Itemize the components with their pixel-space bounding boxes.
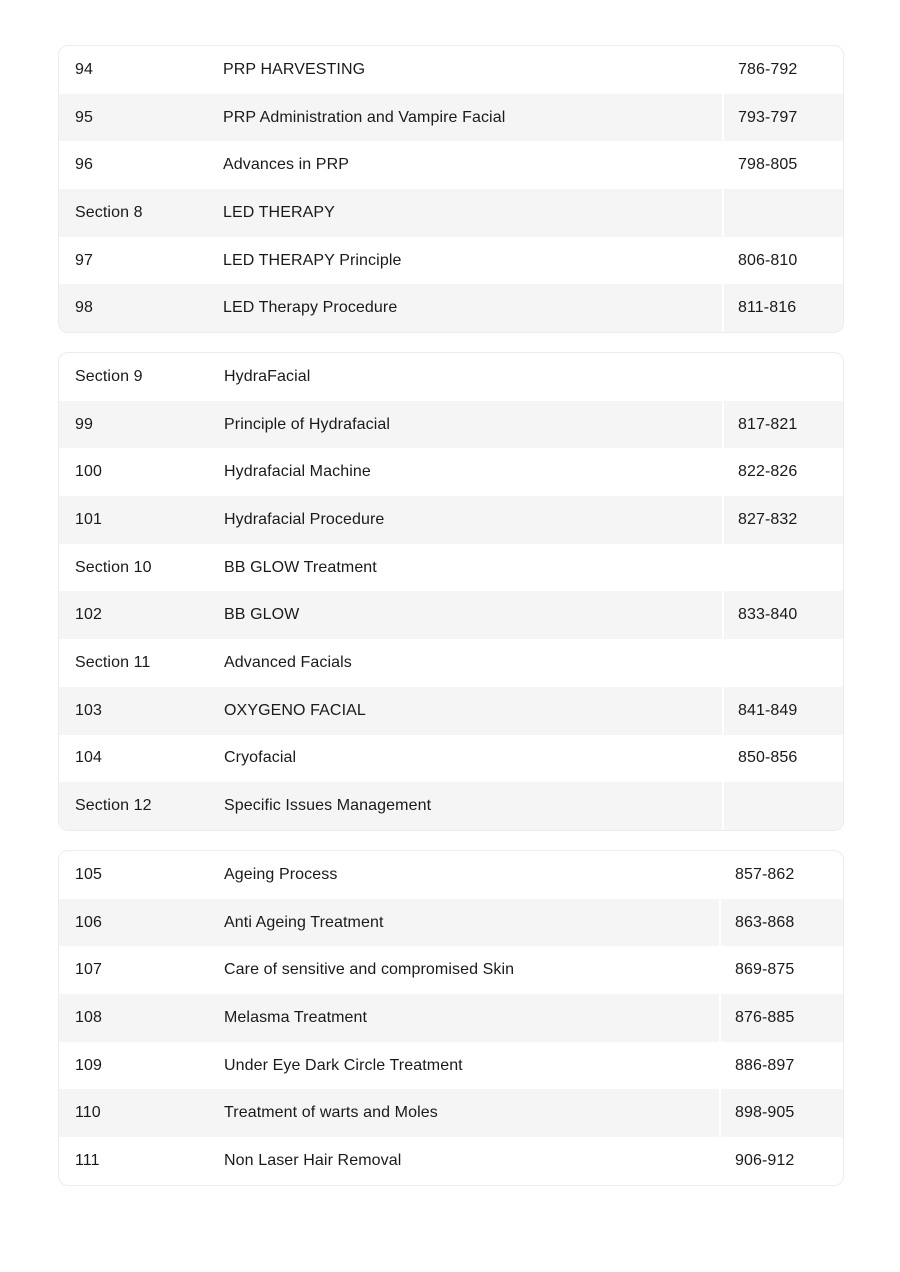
row-title: Care of sensitive and compromised Skin	[206, 946, 721, 994]
row-number: 95	[75, 108, 93, 126]
table-row	[59, 1137, 843, 1185]
row-number: 108	[75, 1008, 102, 1026]
table-row	[59, 237, 843, 285]
row-pages: 798-805	[738, 156, 798, 174]
row-pages	[724, 782, 738, 830]
row-title: LED Therapy Procedure	[206, 284, 724, 332]
section-row	[59, 353, 843, 401]
row-number: 102	[75, 606, 102, 624]
row-number: 99	[75, 415, 93, 433]
row-number: 103	[75, 701, 102, 719]
row-title: Treatment of warts and Moles	[206, 1089, 721, 1137]
row-pages	[724, 353, 738, 401]
row-pages	[724, 639, 738, 687]
row-pages	[724, 544, 738, 592]
row-pages: 863-868	[735, 913, 795, 931]
row-title: LED THERAPY Principle	[206, 237, 724, 285]
row-number: 97	[75, 251, 93, 269]
table-row	[59, 141, 843, 189]
table-row	[59, 1042, 843, 1090]
row-number: 100	[75, 463, 102, 481]
row-title: Principle of Hydrafacial	[206, 401, 724, 449]
section-title: BB GLOW Treatment	[206, 544, 724, 592]
table-row	[59, 735, 843, 783]
row-number: 101	[75, 510, 102, 528]
table-row	[59, 946, 843, 994]
table-row	[59, 94, 843, 142]
row-title: Non Laser Hair Removal	[206, 1137, 721, 1185]
contents-table-3	[58, 850, 844, 1186]
section-title: HydraFacial	[206, 353, 724, 401]
table-row	[59, 284, 843, 332]
row-title: OXYGENO FACIAL	[206, 687, 724, 735]
row-pages: 817-821	[738, 415, 798, 433]
section-number: Section 10	[75, 558, 152, 576]
row-title: Hydrafacial Machine	[206, 448, 724, 496]
row-pages: 869-875	[735, 961, 795, 979]
row-number: 106	[75, 913, 102, 931]
section-title: LED THERAPY	[206, 189, 724, 237]
table-row	[59, 496, 843, 544]
row-pages: 857-862	[735, 865, 795, 883]
row-number: 111	[75, 1151, 100, 1169]
contents-table-2	[58, 352, 844, 831]
row-number: 105	[75, 865, 102, 883]
row-title: BB GLOW	[206, 591, 724, 639]
row-number: 104	[75, 749, 102, 767]
row-number: 109	[75, 1056, 102, 1074]
row-number: 98	[75, 299, 93, 317]
table-row	[59, 448, 843, 496]
row-title: Anti Ageing Treatment	[206, 899, 721, 947]
table-row	[59, 401, 843, 449]
row-pages: 833-840	[738, 606, 798, 624]
section-row	[59, 189, 843, 237]
row-pages: 876-885	[735, 1008, 795, 1026]
row-pages: 793-797	[738, 108, 798, 126]
row-title: Advances in PRP	[206, 141, 724, 189]
contents-table-1	[58, 45, 844, 333]
row-pages: 886-897	[735, 1056, 795, 1074]
row-number: 96	[75, 156, 93, 174]
row-pages: 850-856	[738, 749, 798, 767]
row-pages: 806-810	[738, 251, 798, 269]
row-pages	[724, 189, 738, 237]
section-number: Section 12	[75, 797, 152, 815]
table-row	[59, 851, 843, 899]
row-number: 94	[75, 60, 93, 78]
row-title: Hydrafacial Procedure	[206, 496, 724, 544]
section-row	[59, 639, 843, 687]
row-pages: 811-816	[738, 299, 797, 317]
row-number: 110	[75, 1104, 101, 1122]
row-pages: 898-905	[735, 1104, 795, 1122]
row-pages: 786-792	[738, 60, 798, 78]
table-row	[59, 591, 843, 639]
row-title: PRP HARVESTING	[206, 46, 724, 94]
table-row	[59, 899, 843, 947]
row-pages: 906-912	[735, 1151, 795, 1169]
table-row	[59, 994, 843, 1042]
row-number: 107	[75, 961, 102, 979]
row-title: Under Eye Dark Circle Treatment	[206, 1042, 721, 1090]
section-title: Specific Issues Management	[206, 782, 724, 830]
row-pages: 827-832	[738, 510, 798, 528]
row-title: Melasma Treatment	[206, 994, 721, 1042]
table-row	[59, 46, 843, 94]
row-title: Ageing Process	[206, 851, 721, 899]
table-row	[59, 687, 843, 735]
table-row	[59, 1089, 843, 1137]
row-title: Cryofacial	[206, 735, 724, 783]
section-number: Section 11	[75, 653, 151, 671]
section-number: Section 8	[75, 203, 143, 221]
row-title: PRP Administration and Vampire Facial	[206, 94, 724, 142]
section-title: Advanced Facials	[206, 639, 724, 687]
section-number: Section 9	[75, 367, 143, 385]
section-row	[59, 782, 843, 830]
row-pages: 841-849	[738, 701, 798, 719]
row-pages: 822-826	[738, 463, 798, 481]
section-row	[59, 544, 843, 592]
